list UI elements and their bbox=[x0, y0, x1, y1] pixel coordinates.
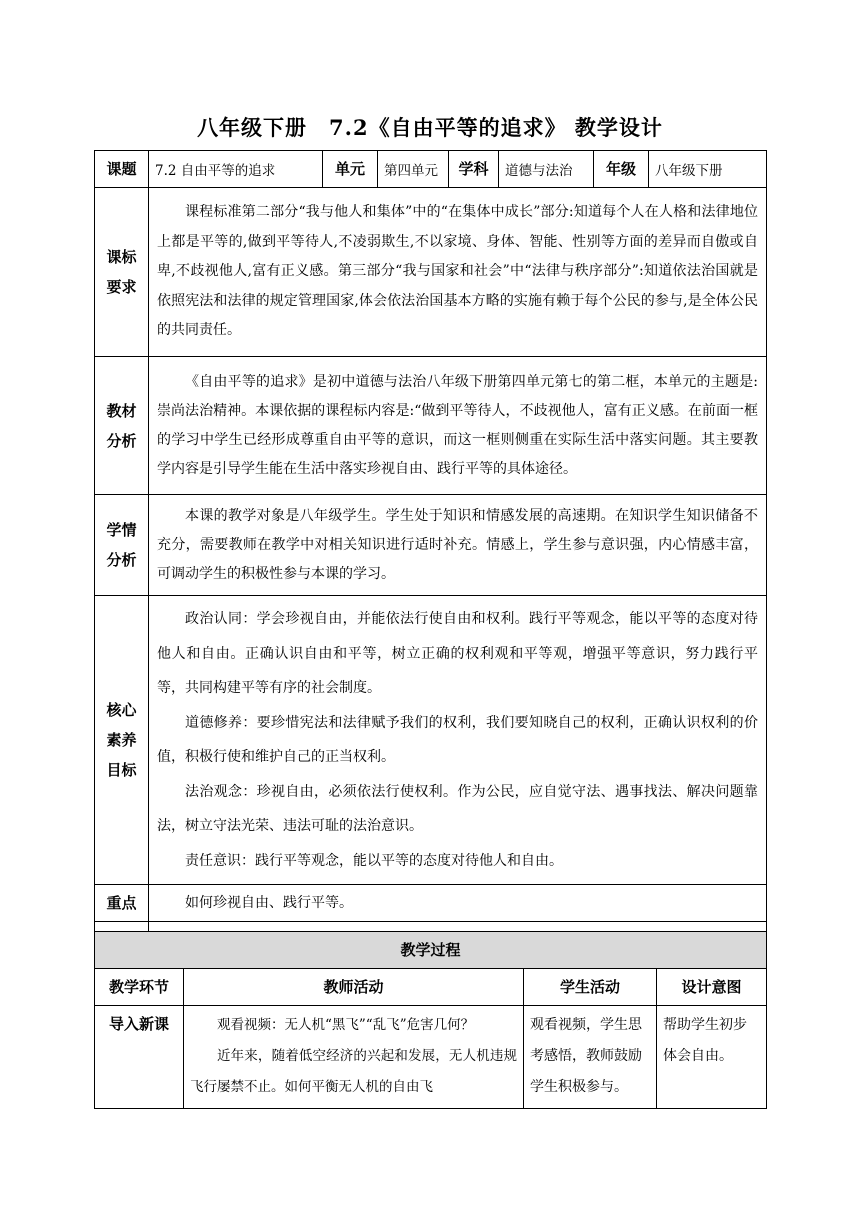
unit-label: 单元 bbox=[323, 151, 378, 188]
process-table bbox=[94, 931, 767, 1109]
teacher-cell bbox=[184, 1006, 524, 1109]
grade-value: 八年级下册 bbox=[649, 151, 767, 188]
goals-row bbox=[95, 596, 767, 885]
key-point-row bbox=[95, 885, 767, 922]
column-student: 学生活动 bbox=[524, 969, 657, 1006]
difficulty-label: 难点 bbox=[95, 922, 149, 959]
goals-label: 核心 素养 目标 bbox=[95, 596, 149, 885]
topic-label: 课题 bbox=[95, 151, 149, 188]
stage-cell: 导入新课 bbox=[95, 1006, 184, 1109]
table-row bbox=[95, 1006, 767, 1109]
goal-item: 道德修养：要珍惜宪法和法律赋予我们的权利，我们要知晓自己的权利，正确认识权利的价值，积极行使和维护自己的正当权利。 bbox=[157, 714, 758, 765]
grade-label: 年级 bbox=[594, 151, 649, 188]
difficulty-text: 如何抵制不平等行为，践行平等。 bbox=[149, 922, 767, 959]
key-point-label: 重点 bbox=[95, 885, 149, 922]
header-row bbox=[95, 151, 767, 188]
process-heading-row bbox=[95, 932, 767, 969]
subject-label: 学科 bbox=[449, 151, 499, 188]
lesson-info-table bbox=[94, 150, 767, 959]
textbook-text: 《自由平等的追求》是初中道德与法治八年级下册第四单元第七的第二框，本单元的主题是:崇尚法治精神。本课依据的课程标内容是:“做到平等待人，不歧视他人，富有正义感。在前面一框的学习中学生已经形成尊重自由平等的意识，而这一框则侧重在实际生活中落实问题。其主要教学内容是引导学生能在生活中落实珍视自由、践行平等的具体途径。 bbox=[149, 357, 767, 495]
column-teacher: 教师活动 bbox=[184, 969, 524, 1006]
students-row bbox=[95, 495, 767, 596]
curriculum-text: 课程标准第二部分“我与他人和集体”中的“在集体中成长”部分:知道每个人在人格和法律地位上都是平等的,做到平等待人,不凌弱欺生,不以家境、身体、智能、性别等方面的差异而自傲或自卑,不歧视他人,富有正义感。第三部分“我与国家和社会”中“法律与秩序部分”:知道依法治国就是依照宪法和法律的规定管理国家,体会依法治国基本方略的实施有赖于每个公民的参与,是全体公民的共同责任。 bbox=[149, 188, 767, 357]
process-heading: 教学过程 bbox=[95, 932, 767, 969]
page-title: 八年级下册 7.2《自由平等的追求》 教学设计 bbox=[197, 115, 663, 140]
column-intent: 设计意图 bbox=[657, 969, 767, 1006]
topic-value: 7.2 自由平等的追求 bbox=[149, 151, 323, 188]
curriculum-label: 课标 要求 bbox=[95, 188, 149, 357]
key-point-text: 如何珍视自由、践行平等。 bbox=[149, 885, 767, 922]
student-cell: 观看视频，学生思考感悟，教师鼓励学生积极参与。 bbox=[524, 1006, 657, 1109]
goals-text bbox=[149, 596, 767, 885]
goal-item: 法治观念：珍视自由，必须依法行使权利。作为公民，应自觉守法、遇事找法、解决问题靠法，树立守法光荣、违法可耻的法治意识。 bbox=[157, 783, 758, 834]
column-stage: 教学环节 bbox=[95, 969, 184, 1006]
students-label: 学情 分析 bbox=[95, 495, 149, 596]
unit-value: 第四单元 bbox=[378, 151, 449, 188]
textbook-row bbox=[95, 357, 767, 495]
students-text: 本课的教学对象是八年级学生。学生处于知识和情感发展的高速期。在知识学生知识储备不充分，需要教师在教学中对相关知识进行适时补充。情感上，学生参与意识强，内心情感丰富，可调动学生的积极性参与本课的学习。 bbox=[149, 495, 767, 596]
teacher-paragraph: 近年来，随着低空经济的兴起和发展，无人机违规飞行屡禁不止。如何平衡无人机的自由飞 bbox=[190, 1048, 517, 1095]
textbook-label: 教材 分析 bbox=[95, 357, 149, 495]
goal-item: 政治认同：学会珍视自由，并能依法行使自由和权利。践行平等观念，能以平等的态度对待他人和自由。正确认识自由和平等，树立正确的权利观和平等观，增强平等意识，努力践行平等，共同构建平等有序的社会制度。 bbox=[157, 611, 758, 696]
intent-cell: 帮助学生初步体会自由。 bbox=[657, 1006, 767, 1109]
subject-value: 道德与法治 bbox=[499, 151, 594, 188]
teacher-paragraph: 观看视频：无人机“黑飞”“乱飞”危害几何？ bbox=[217, 1017, 475, 1033]
process-columns-row bbox=[95, 969, 767, 1006]
goal-item: 责任意识：践行平等观念，能以平等的态度对待他人和自由。 bbox=[185, 852, 563, 869]
curriculum-row bbox=[95, 188, 767, 357]
